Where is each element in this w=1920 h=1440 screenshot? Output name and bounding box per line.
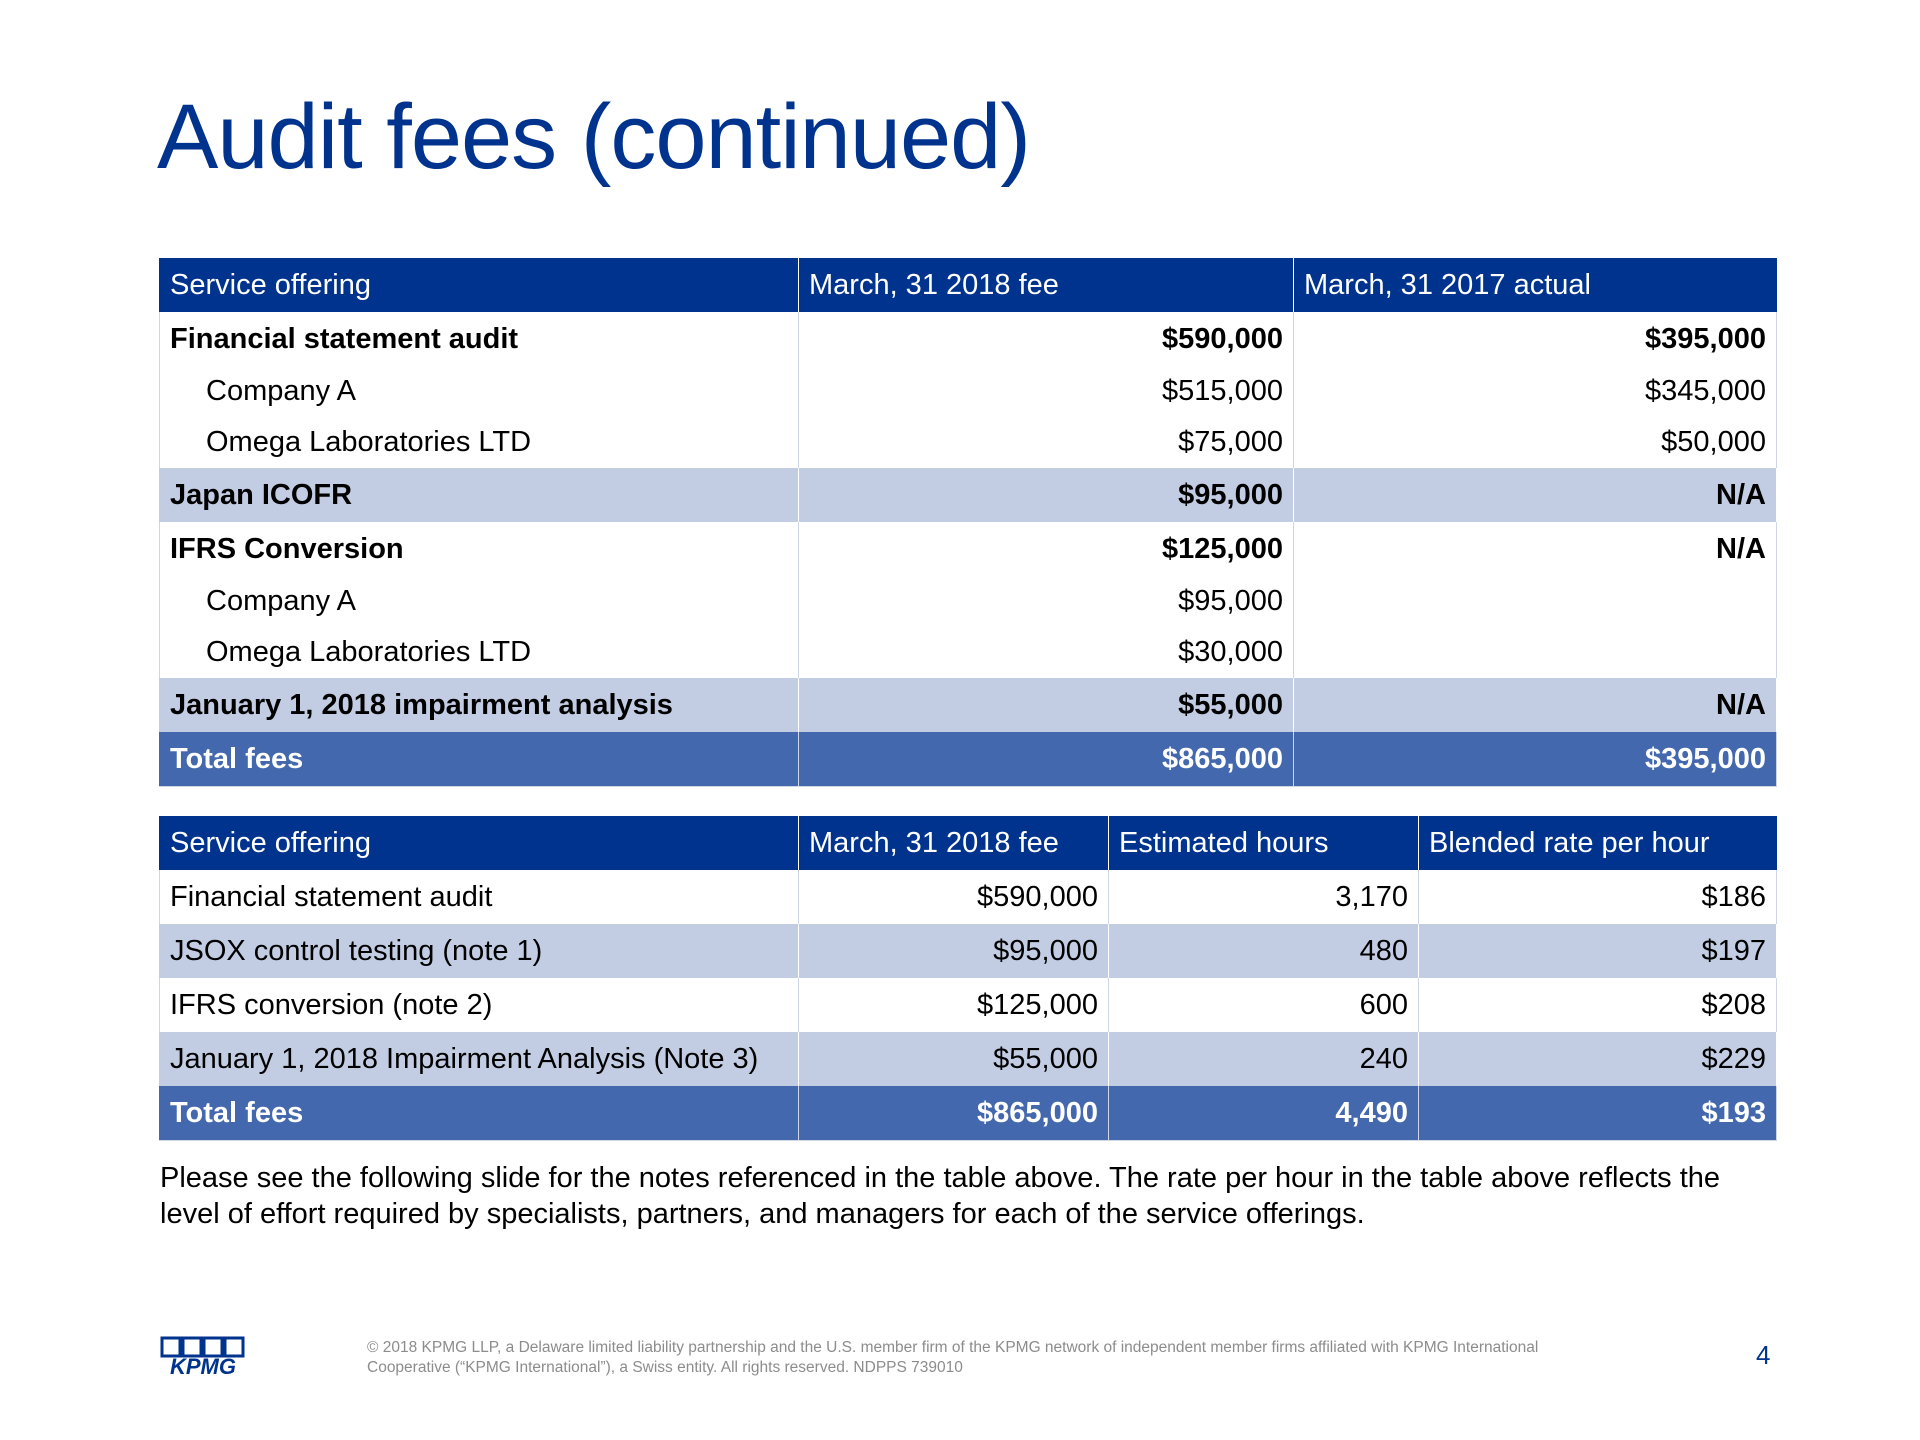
- footnote-text: Please see the following slide for the notes referenced in the table above. The rate per hour in the table above reflects the level of effort required by specialists, partners, and managers for each of the service offerings.: [160, 1162, 1721, 1230]
- kpmg-logo: [157, 1336, 249, 1376]
- row-fee: $125,000: [799, 978, 1109, 1032]
- row-actual-2017: N/A: [1294, 468, 1777, 522]
- table-row: [160, 870, 1777, 924]
- column-header-hours: Estimated hours: [1109, 816, 1419, 870]
- copyright-line: © 2018 KPMG LLP, a Delaware limited liability partnership and the U.S. member firm of the KPMG network of independent member firms affiliated with KPMG International: [367, 1339, 1539, 1356]
- row-fee-2018: $95,000: [799, 468, 1294, 522]
- row-actual-2017: $395,000: [1294, 732, 1777, 787]
- row-rate: $193: [1419, 1086, 1777, 1141]
- row-label: IFRS Conversion: [160, 522, 799, 576]
- row-actual-2017: $50,000: [1294, 417, 1777, 468]
- table-row: [160, 678, 1777, 732]
- table-total-row: [160, 1086, 1777, 1141]
- row-fee: $95,000: [799, 924, 1109, 978]
- table-row: [160, 468, 1777, 522]
- table-row: [160, 312, 1777, 366]
- row-label: Company A: [160, 366, 799, 417]
- row-label: Total fees: [160, 1086, 799, 1141]
- row-label: JSOX control testing (note 1): [160, 924, 799, 978]
- row-label: Financial statement audit: [160, 312, 799, 366]
- table-row: [160, 417, 1777, 468]
- row-fee-2018: $75,000: [799, 417, 1294, 468]
- column-header-2018-fee: March, 31 2018 fee: [799, 816, 1109, 870]
- row-actual-2017: [1294, 627, 1777, 678]
- column-header-rate: Blended rate per hour: [1419, 816, 1777, 870]
- table-row: [160, 366, 1777, 417]
- row-fee: $865,000: [799, 1086, 1109, 1141]
- row-fee-2018: $30,000: [799, 627, 1294, 678]
- table-row: [160, 522, 1777, 576]
- row-fee-2018: $55,000: [799, 678, 1294, 732]
- table-row: [160, 576, 1777, 627]
- row-fee-2018: $515,000: [799, 366, 1294, 417]
- row-label: January 1, 2018 Impairment Analysis (Note 3): [160, 1032, 799, 1086]
- row-hours: 600: [1109, 978, 1419, 1032]
- row-label: Omega Laboratories LTD: [160, 627, 799, 678]
- table-header-row: [160, 816, 1777, 870]
- row-hours: 4,490: [1109, 1086, 1419, 1141]
- svg-text:KPMG: KPMG: [170, 1354, 236, 1376]
- row-rate: $186: [1419, 870, 1777, 924]
- table-row: [160, 924, 1777, 978]
- row-label: IFRS conversion (note 2): [160, 978, 799, 1032]
- row-fee-2018: $125,000: [799, 522, 1294, 576]
- row-label: Total fees: [160, 732, 799, 787]
- row-label: Japan ICOFR: [160, 468, 799, 522]
- row-actual-2017: [1294, 576, 1777, 627]
- page-number: 4: [1756, 1340, 1771, 1370]
- fees-comparison-table: [159, 258, 1777, 787]
- row-fee-2018: $865,000: [799, 732, 1294, 787]
- table-header-row: [160, 258, 1777, 312]
- column-header-service: Service offering: [160, 816, 799, 870]
- row-actual-2017: N/A: [1294, 678, 1777, 732]
- table-row: [160, 1032, 1777, 1086]
- row-rate: $197: [1419, 924, 1777, 978]
- row-hours: 3,170: [1109, 870, 1419, 924]
- column-header-2017-actual: March, 31 2017 actual: [1294, 258, 1777, 312]
- table-row: [160, 978, 1777, 1032]
- column-header-service: Service offering: [160, 258, 799, 312]
- table-row: [160, 627, 1777, 678]
- row-actual-2017: N/A: [1294, 522, 1777, 576]
- column-header-2018-fee: March, 31 2018 fee: [799, 258, 1294, 312]
- row-rate: $229: [1419, 1032, 1777, 1086]
- table-total-row: [160, 732, 1777, 787]
- row-label: Financial statement audit: [160, 870, 799, 924]
- row-fee-2018: $95,000: [799, 576, 1294, 627]
- row-label: January 1, 2018 impairment analysis: [160, 678, 799, 732]
- hours-rate-table: [159, 816, 1777, 1141]
- row-hours: 240: [1109, 1032, 1419, 1086]
- row-fee-2018: $590,000: [799, 312, 1294, 366]
- copyright-notice: [367, 1338, 1617, 1378]
- row-label: Omega Laboratories LTD: [160, 417, 799, 468]
- row-fee: $55,000: [799, 1032, 1109, 1086]
- row-rate: $208: [1419, 978, 1777, 1032]
- copyright-line: Cooperative (“KPMG International”), a Swiss entity. All rights reserved. NDPPS 739010: [367, 1359, 963, 1376]
- row-hours: 480: [1109, 924, 1419, 978]
- row-actual-2017: $395,000: [1294, 312, 1777, 366]
- slide-title: Audit fees (continued): [157, 86, 1030, 188]
- row-label: Company A: [160, 576, 799, 627]
- row-actual-2017: $345,000: [1294, 366, 1777, 417]
- row-fee: $590,000: [799, 870, 1109, 924]
